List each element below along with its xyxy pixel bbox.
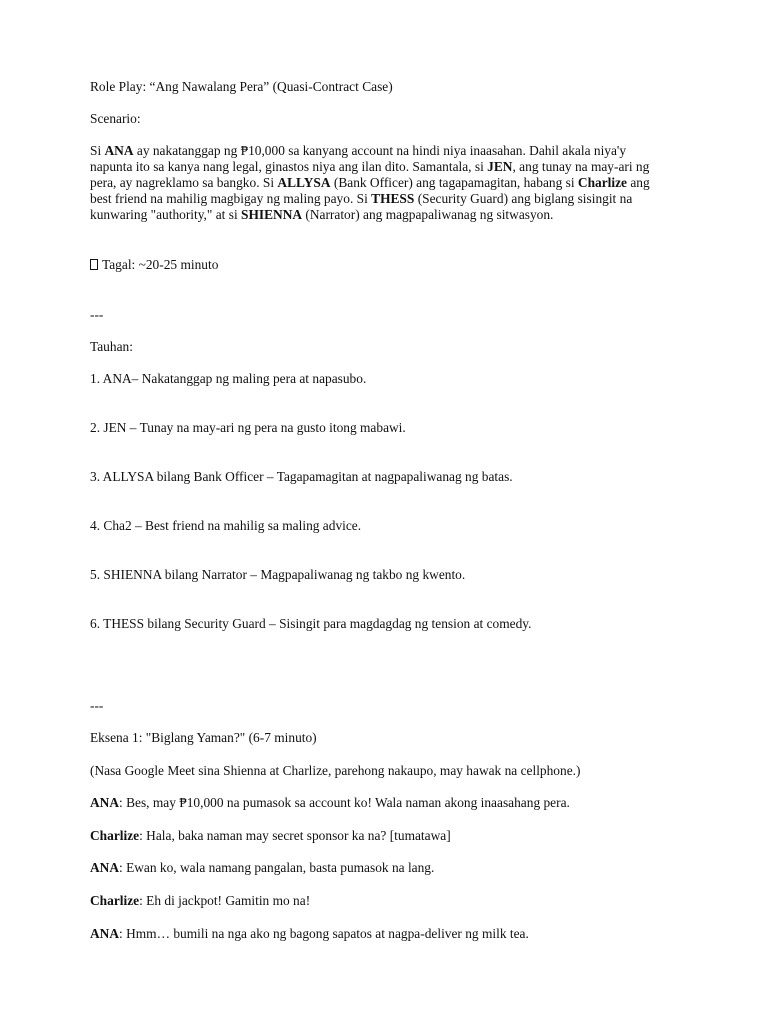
dialogue-line-2: Charlize: Hala, baka naman may secret sponsor ka na? [tumatawa] [90,828,451,843]
cast-heading: Tauhan: [90,339,133,354]
cast-item-6: 6. THESS bilang Security Guard – Sisingit para magdagdag ng tension at comedy. [90,616,532,631]
name-charlize: Charlize [577,175,627,190]
dialogue-line-1: ANA: Bes, may ₱10,000 na pumasok sa account ko! Wala naman akong inaasahang pera. [90,795,570,810]
name-ana: ANA [104,143,134,158]
cast-item-5: 5. SHIENNA bilang Narrator – Magpapaliwanag ng takbo ng kwento. [90,567,466,582]
name-shienna: SHIENNA [241,207,303,222]
scenario-heading: Scenario: [90,111,141,126]
name-thess: THESS [371,191,415,206]
name-allysa: ALLYSA [277,175,331,190]
speaker-name: Charlize [90,828,140,843]
cast-item-1: 1. ANA– Nakatanggap ng maling pera at napasubo. [90,371,367,386]
cast-item-3: 3. ALLYSA bilang Bank Officer – Tagapamagitan at nagpapaliwanag ng batas. [90,469,513,484]
separator-2: --- [90,698,104,713]
scene-title: Eksena 1: "Biglang Yaman?" (6-7 minuto) [90,730,317,745]
speaker-name: ANA [90,860,120,875]
name-jen: JEN [487,159,513,174]
separator-1: --- [90,307,104,322]
cast-item-4: 4. Cha2 – Best friend na mahilig sa maling advice. [90,518,362,533]
cast-item-2: 2. JEN – Tunay na may-ari ng pera na gusto itong mabawi. [90,420,406,435]
dialogue-line-3: ANA: Ewan ko, wala namang pangalan, basta pumasok na lang. [90,860,435,875]
speaker-name: ANA [90,926,120,941]
speaker-name: Charlize [90,893,140,908]
duration-line: Tagal: ~20-25 minuto [90,257,690,273]
scenario-paragraph: Si ANA ay nakatanggap ng ₱10,000 sa kanyang account na hindi niya inaasahan. Dahil akala niya'y napunta ito sa kanya nang legal, ginastos niya ang ilan dito. Samantala, si JEN, ang tunay na may-ari ng pera, ay nagreklamo sa bangko. Si ALLYSA (Bank Officer) ang tagapamagitan, habang si Charlize ang best friend na mahilig magbigay ng maling payo. Si THESS (Security Guard) ang biglang sisingit na kunwaring "authority," at si SHIENNA (Narrator) ang magpapaliwanag ng sitwasyon. [90,143,650,222]
stage-direction: (Nasa Google Meet sina Shienna at Charlize, parehong nakaupo, may hawak na cellphone.) [90,763,581,778]
document-title: Role Play: “Ang Nawalang Pera” (Quasi-Contract Case) [90,79,393,94]
dialogue-line-4: Charlize: Eh di jackpot! Gamitin mo na! [90,893,311,908]
speaker-name: ANA [90,795,120,810]
missing-glyph-icon [90,259,98,270]
dialogue-line-5: ANA: Hmm… bumili na nga ako ng bagong sapatos at nagpa-deliver ng milk tea. [90,926,529,941]
